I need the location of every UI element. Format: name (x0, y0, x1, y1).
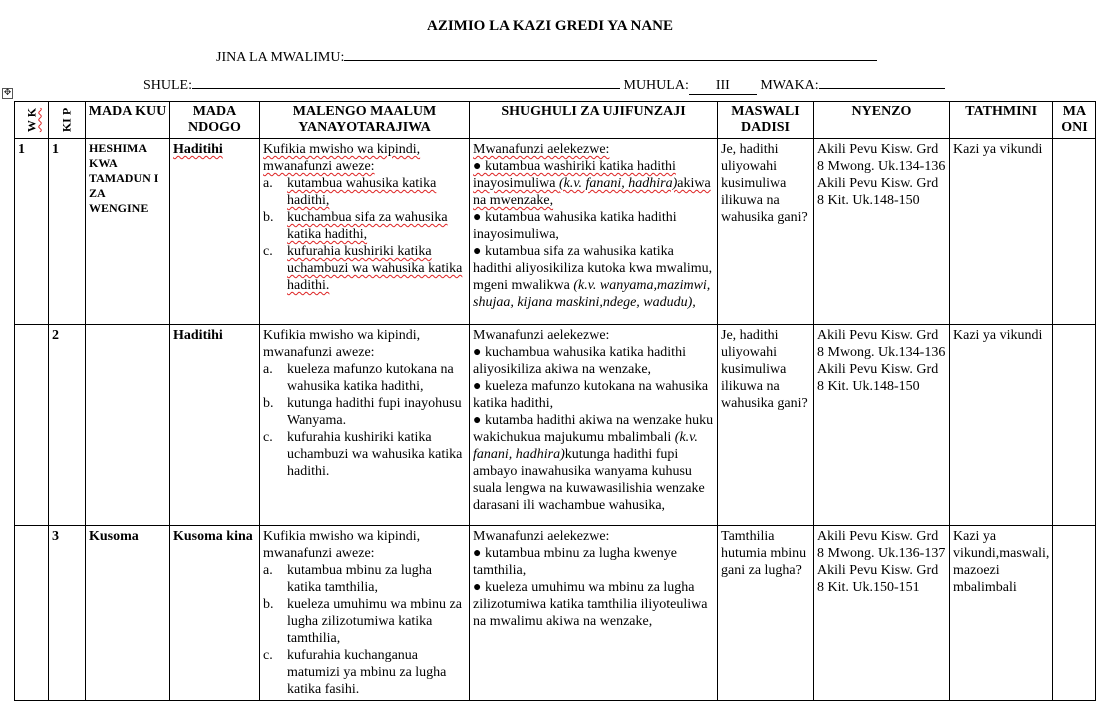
week-cell (15, 526, 49, 701)
activity-item: ● kutambua wahusika katika hadithi inayosimuliwa, (473, 210, 677, 242)
remarks-cell (1053, 526, 1096, 701)
lesson-cell: 1 (49, 139, 86, 325)
resources-cell (814, 325, 950, 526)
outcomes-cell (260, 139, 470, 325)
strand-cell: HESHIMA KWA TAMADUN I ZA WENGINE (86, 139, 170, 325)
teacher-label: JINA LA MWALIMU: (216, 50, 345, 65)
strand-cell: Kusoma (86, 526, 170, 701)
activity-item: ● kuchambua wahusika katika hadithi aliyosikiliza akiwa na wenzake, (473, 345, 686, 377)
table-row (15, 139, 1096, 325)
inquiry-cell: Je, hadithi uliyowahi kusimuliwa ilikuwa na wahusika gani? (718, 325, 814, 526)
activities-intro: Mwanafunzi aelekezwe: (473, 529, 610, 544)
list-item: a. kueleza mafunzo kutokana na wahusika katika hadithi, (263, 362, 454, 394)
activity-item: ● kueleza mafunzo kutokana na wahusika katika hadithi, (473, 379, 709, 411)
term-label: MUHULA: (623, 78, 689, 93)
document-title: AZIMIO LA KAZI GREDI YA NANE (426, 18, 674, 34)
assessment-cell: Kazi ya vikundi (950, 325, 1053, 526)
assessment-cell: Kazi ya vikundi,maswali, mazoezi mbalimbali (950, 526, 1053, 701)
activities-intro: Mwanafunzi aelekezwe: (473, 142, 610, 157)
assessment-cell: Kazi ya vikundi (950, 139, 1053, 325)
list-item: c. kufurahia kuchanganua matumizi ya mbinu za lugha katika fasihi. (263, 648, 447, 697)
inquiry-cell: Je, hadithi uliyowahi kusimuliwa ilikuwa na wahusika gani? (718, 139, 814, 325)
list-item: a. kutambua mbinu za lugha katika tamthilia, (263, 563, 433, 595)
header-remarks: MA ONI (1053, 102, 1096, 139)
lesson-cell: 3 (49, 526, 86, 701)
year-field[interactable] (819, 74, 945, 89)
outcomes-intro: Kufikia mwisho wa kipindi, mwanafunzi aweze: (263, 328, 421, 360)
activities-intro: Mwanafunzi aelekezwe: (473, 328, 610, 343)
outcomes-cell (260, 526, 470, 701)
header-substrand: MADA NDOGO (170, 102, 260, 139)
outcomes-list (263, 361, 466, 480)
header-outcomes: MALENGO MAALUM YANAYOTARAJIWA (260, 102, 470, 139)
resource-item: Akili Pevu Kisw. Grd 8 Mwong. Uk.134-136 (817, 328, 946, 360)
activity-item: ● kutambua washiriki katika hadithi inayosimuliwa (k.v. fanani, hadhira)akiwa na mwenzake, (473, 159, 711, 208)
header-strand: MADA KUU (86, 102, 170, 139)
year-label: MWAKA: (760, 78, 819, 93)
resource-item: Akili Pevu Kisw. Grd 8 Kit. Uk.150-151 (817, 563, 939, 595)
outcomes-list (263, 562, 466, 698)
outcomes-intro: Kufikia mwisho wa kipindi, mwanafunzi aweze: (263, 529, 421, 561)
activities-cell (470, 325, 718, 526)
list-item: a. kutambua wahusika katika hadithi, (263, 176, 437, 208)
scheme-of-work-table (14, 101, 1096, 701)
substrand-cell: Kusoma kina (170, 526, 260, 701)
outcomes-cell (260, 325, 470, 526)
week-cell (15, 325, 49, 526)
header-inquiry: MASWALI DADISI (718, 102, 814, 139)
list-item: b. kueleza umuhimu wa mbinu za lugha zilizotumiwa katika tamthilia, (263, 597, 462, 646)
activity-item: ● kutambua mbinu za lugha kwenye tamthilia, (473, 546, 678, 578)
teacher-name-line (216, 46, 877, 66)
activity-item: ● kutambua sifa za wahusika katika hadithi aliyosikiliza kutoka kwa mwalimu, mgeni mwalikwa (k.v. wanyama,mazimwi, shujaa, kijana maskini,ndege, wadudu), (473, 244, 713, 310)
activity-item: na mwalimu akiwa na wenzake, (473, 614, 653, 629)
outcomes-list (263, 175, 466, 294)
table-row (15, 526, 1096, 701)
resource-item: Akili Pevu Kisw. Grd 8 Kit. Uk.148-150 (817, 176, 939, 208)
header-row (15, 102, 1096, 139)
school-label: SHULE: (143, 78, 192, 93)
table-row (15, 325, 1096, 526)
resource-item: Akili Pevu Kisw. Grd 8 Mwong. Uk.136-137 (817, 529, 946, 561)
activities-cell (470, 526, 718, 701)
header-week: W K (15, 102, 49, 139)
week-cell: 1 (15, 139, 49, 325)
list-item: c. kufurahia kushiriki katika uchambuzi wa wahusika katika hadithi. (263, 244, 463, 293)
header-lesson: KI P (49, 102, 86, 139)
resources-cell (814, 139, 950, 325)
resources-cell (814, 526, 950, 701)
term-value[interactable]: III (689, 78, 757, 95)
table-move-handle-icon[interactable]: ✥ (3, 88, 12, 98)
teacher-name-field[interactable] (344, 46, 877, 61)
activity-item: ● kutamba hadithi akiwa na wenzake huku wakichukua majukumu mbalimbali (k.v. fanani, hadhira)kutunga hadithi fupi ambayo inawahusika wanyama kuhusu suala lengwa na kuwawasilishia wenzake darasani ili wachambue wahusika, (473, 413, 714, 513)
substrand-cell: Haditihi (170, 139, 260, 325)
inquiry-cell: Tamthilia hutumia mbinu gani za lugha? (718, 526, 814, 701)
resource-item: Akili Pevu Kisw. Grd 8 Kit. Uk.148-150 (817, 362, 939, 394)
header-activities: SHUGHULI ZA UJIFUNZAJI (470, 102, 718, 139)
school-field[interactable] (192, 74, 620, 89)
header-assessment: TATHMINI (950, 102, 1053, 139)
list-item: b. kutunga hadithi fupi inayohusu Wanyama. (263, 396, 462, 428)
header-resources: NYENZO (814, 102, 950, 139)
school-term-year-line (143, 74, 945, 95)
strand-cell (86, 325, 170, 526)
remarks-cell (1053, 325, 1096, 526)
activity-item: ● kueleza umuhimu wa mbinu za lugha zilizotumiwa katika tamthilia iliyoteuliwa (473, 580, 708, 612)
list-item: c. kufurahia kushiriki katika uchambuzi wa wahusika katika hadithi. (263, 430, 463, 479)
activities-cell (470, 139, 718, 325)
outcomes-intro: Kufikia mwisho wa kipindi, mwanafunzi aweze: (263, 142, 421, 174)
remarks-cell (1053, 139, 1096, 325)
lesson-cell: 2 (49, 325, 86, 526)
list-item: b. kuchambua sifa za wahusika katika hadithi, (263, 210, 448, 242)
substrand-cell: Haditihi (170, 325, 260, 526)
resource-item: Akili Pevu Kisw. Grd 8 Mwong. Uk.134-136 (817, 142, 946, 174)
